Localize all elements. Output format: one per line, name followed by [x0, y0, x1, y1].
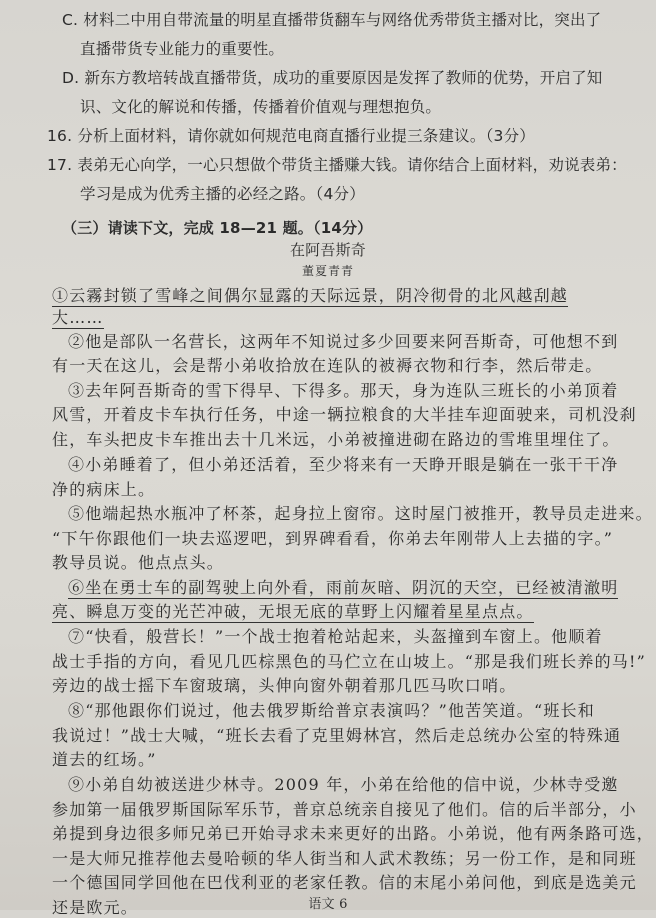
- story-p6-line1: ⑥坐在勇士车的副驾驶上向外看，雨前灰暗、阴沉的天空，已经被清澈明: [68, 577, 619, 597]
- story-p8-line2: 我说过！”战士大喊，“班长去看了克里姆林宫，然后走总统办公室的特殊通: [52, 726, 622, 746]
- story-p3-line2: 风雪，开着皮卡车执行任务，中途一辆拉粮食的大半挂车迎面驶来，司机没刹: [52, 404, 637, 424]
- story-p7-line3: 旁边的战士摇下车窗玻璃，头伸向窗外朝着那几匹马吹口哨。: [52, 676, 517, 696]
- question-16: 16. 分析上面材料，请你就如何规范电商直播行业提三条建议。（3分）: [47, 127, 535, 145]
- option-d-line2: 识、文化的解说和传播，传播着价值观与理想抱负。: [80, 98, 442, 116]
- story-p5-line1: ⑤他端起热水瓶冲了杯茶，起身拉上窗帘。这时屋门被推开，教导员走进来。: [68, 504, 653, 524]
- option-c-line2: 直播带货专业能力的重要性。: [80, 40, 285, 58]
- question-17-line2: 学习是成为优秀主播的必经之路。（4分）: [80, 185, 365, 203]
- story-p8-line3: 道去的红场。”: [52, 750, 157, 770]
- story-p7-line1: ⑦“快看，般营长！”一个战士抱着枪站起来，头盔撞到车窗上。他顺着: [68, 627, 603, 647]
- story-p9-line4: 一是大师兄推荐他去曼哈顿的华人街当和人武术教练；另一份工作，是和同班: [52, 848, 637, 868]
- story-p4-line1: ④小弟睡着了，但小弟还活着，至少将来有一天睁开眼是躺在一张干干净: [68, 454, 619, 474]
- story-p7-line2: 战士手指的方向，看见几匹棕黑色的马伫立在山坡上。“那是我们班长养的马!”: [52, 651, 646, 671]
- story-p3-line3: 住，车头把皮卡车推出去十几米远，小弟被撞进砌在路边的雪堆里埋住了。: [52, 429, 620, 449]
- story-p2-line1: ②他是部队一名营长，这两年不知说过多少回要来阿吾斯奇，可他想不到: [68, 331, 619, 351]
- story-p9-line6: 还是欧元。: [52, 897, 139, 917]
- option-c-line1: C. 材料二中用自带流量的明星直播带货翻车与网络优秀带货主播对比，突出了: [62, 11, 602, 29]
- story-p1-line2: 大……: [52, 308, 104, 328]
- story-p2-line2: 有一天在这儿，会是帮小弟收拾放在连队的被褥衣物和行李，然后带走。: [52, 355, 603, 375]
- story-p4-line2: 净的病床上。: [52, 479, 156, 499]
- story-p3-line1: ③去年阿吾斯奇的雪下得早、下得多。那天，身为连队三班长的小弟顶着: [68, 380, 619, 400]
- story-p1-line1: ①云霧封锁了雪峰之间偶尔显露的天际远景，阴冷彻骨的北风越刮越: [52, 286, 569, 305]
- story-p8-line1: ⑧“那他跟你们说过，他去俄罗斯给普京表演吗？”他苦笑道。“班长和: [68, 701, 595, 721]
- story-p5-line2: “下午你跟他们一块去巡逻吧，到界碑看看，你弟去年刚带人上去描的字。”: [52, 528, 614, 548]
- story-p9-line5: 一个德国同学回他在巴伐利亚的老家任教。信的末尾小弟问他，到底是选美元: [52, 873, 637, 893]
- option-d-line1: D. 新东方教培转战直播带货，成功的重要原因是发挥了教师的优势，开启了知: [62, 69, 603, 87]
- page-footer: 语文 6: [308, 897, 348, 912]
- story-p9-line3: 弟提到身边很多师兄弟已开始寻求未来更好的出路。小弟说，他有两条路可选，: [52, 824, 655, 844]
- story-p5-line3: 教导员说。他点点头。: [52, 553, 225, 573]
- story-author: 董夏青青: [301, 264, 354, 278]
- question-17-line1: 17. 表弟无心向学，一心只想做个带货主播赚大钱。请你结合上面材料，劝说表弟：: [47, 156, 627, 174]
- section-heading: （三）请读下文，完成 18—21 题。（14分）: [62, 219, 373, 237]
- story-title: 在阿吾斯奇: [289, 241, 366, 259]
- story-p6-line2: 亮、瞬息万变的光芒冲破，无垠无底的草野上闪耀着星星点点。: [52, 602, 534, 622]
- story-p9-line2: 参加第一届俄罗斯国际军乐节，普京总统亲自接见了他们。信的后半部分，小: [52, 799, 637, 819]
- story-p9-line1: ⑨小弟自幼被送进少林寺。2009 年，小弟在给他的信中说，少林寺受邀: [68, 775, 619, 795]
